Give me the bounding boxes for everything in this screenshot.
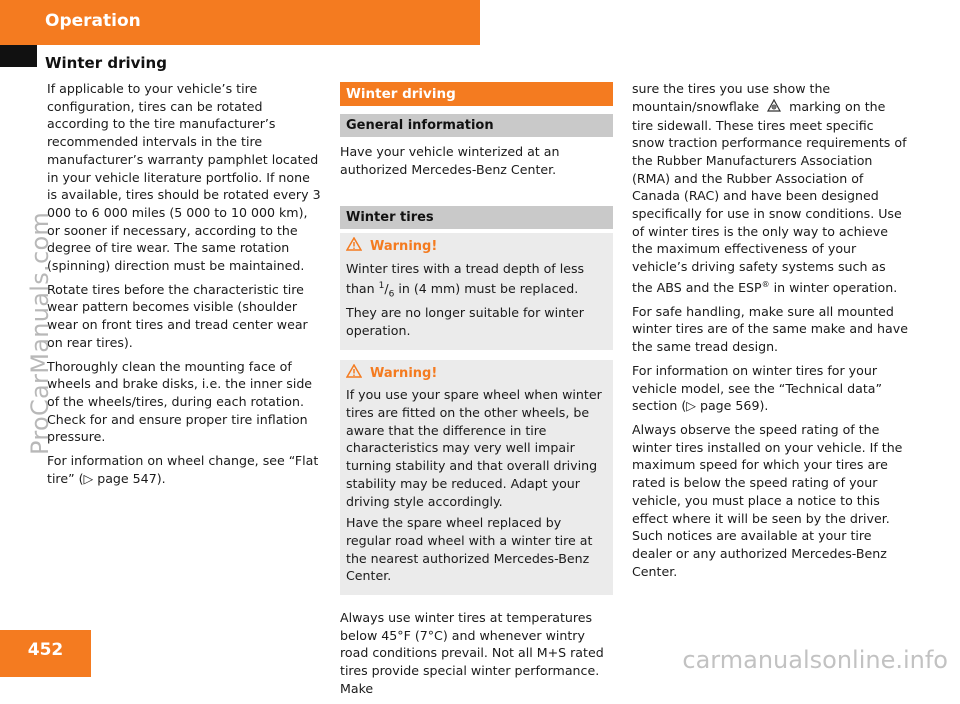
section-title: Operation [45, 11, 141, 31]
bottom-watermark: carmanualsonline.info [682, 646, 948, 674]
column-right [632, 80, 909, 586]
wheel-change-paragraph: For information on wheel change, see “Flat tire” (▷ page 547). [47, 453, 319, 486]
warning-box-spare-wheel [340, 360, 613, 595]
general-info-paragraph: Have your vehicle winterized at an authorized Mercedes-Benz Center. [340, 144, 560, 177]
side-watermark: ProCarManuals.com [26, 211, 54, 455]
column-middle [340, 82, 613, 704]
handling-paragraph: For safe handling, make sure all mounted winter tires are of the same make and have the same tread design. [632, 303, 908, 355]
tread-depth-warning-text: Winter tires with a tread depth of less than $^1/_6$ in (4 mm) must be replaced. They are no longer suitable for winter operation. [346, 261, 585, 338]
header-tab-marker [0, 45, 37, 67]
section-bar-general-information: General information [340, 114, 613, 137]
section-bar-winter-driving: Winter driving [340, 82, 613, 106]
column-left [47, 80, 323, 493]
mountain-snowflake-icon [759, 98, 789, 117]
warning-triangle-icon [346, 237, 364, 257]
speed-rating-paragraph: Always observe the speed rating of the winter tires installed on your vehicle. If the maximum speed for which your tires are rated is below the speed rating of your vehicle, you must place a notice to this effect where it will be seen by the driver. Such notices are available at your tire dealer or any authorized Mercedes-Benz Center. [632, 421, 903, 579]
rotate-timing-paragraph: Rotate tires before the characteristic tire wear pattern becomes visible (shoulder wear on front tires and tread center wear on rear tires). [47, 281, 308, 350]
winter-tire-temperature-paragraph: Always use winter tires at temperatures below 45°F (7°C) and whenever wintry road conditions prevail. Not all M+S rated tires provide special winter performance. Make [340, 610, 604, 696]
warning-triangle-icon [346, 364, 364, 384]
warning-label: Warning! [370, 239, 438, 255]
spare-wheel-warning-text: If you use your spare wheel when winter tires are fitted on the other wheels, be aware that the difference in tire characteristics may very well impair turning stability and that overall driving stability may be reduced. Adapt your driving style accordingly. [346, 387, 602, 509]
section-bar-winter-tires: Winter tires [340, 206, 613, 229]
spare-wheel-replacement-text: Have the spare wheel replaced by regular road wheel with a winter tire at the nearest authorized Mercedes-Benz Center. [346, 515, 593, 584]
snowflake-marking-paragraph: sure the tires you use show the mountain/snowflake marking on the tire sidewall. These tires meet specific snow traction performance requirements of the Rubber Manufacturers Association (RMA) and the Rubber Association of Canada (RAC) and have been designed specifically for use in snow conditions. Use of winter tires is the only way to achieve the maximum effectiveness of your vehicle’s driving safety systems such as the ABS and the ESP® in winter operation. [632, 81, 907, 296]
rotation-paragraph: If applicable to your vehicle’s tire configuration, tires can be rotated according to the tire manufacturer’s recommended intervals in the tire manufacturer’s warranty pamphlet located in your vehicle literature portfolio. If none is available, tires should be rotated every 3 000 to 6 000 miles (5 000 to 10 000 km), or sooner if necessary, according to the degree of tire wear. The same rotation (spinning) direction must be maintained. [47, 81, 321, 274]
warning-box-tread-depth [340, 233, 613, 349]
page-number: 452 [27, 640, 64, 660]
cleaning-paragraph: Thoroughly clean the mounting face of wheels and brake disks, i.e. the inner side of the wheels/tires, during each rotation. Check for and ensure proper tire inflation pressure. [47, 358, 313, 445]
technical-data-paragraph: For information on winter tires for your vehicle model, see the “Technical data” section (▷ page 569). [632, 362, 883, 414]
page-subtitle: Winter driving [45, 54, 167, 72]
warning-label: Warning! [370, 365, 438, 381]
